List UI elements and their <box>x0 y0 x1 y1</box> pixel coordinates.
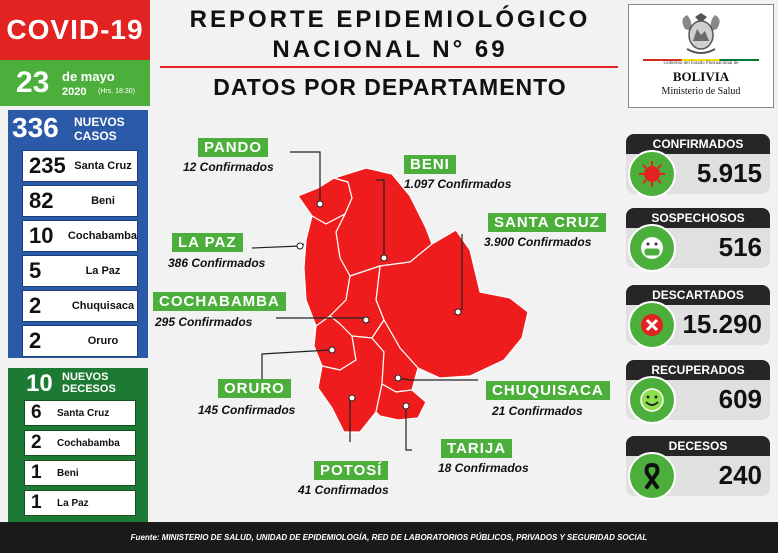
stat-body <box>626 456 770 496</box>
dept-label-chuquisaca: CHUQUISACA <box>486 381 610 400</box>
case-place: Chuquisaca <box>71 300 135 312</box>
dept-label-la-paz: LA PAZ <box>172 233 243 252</box>
date-day: 23 <box>16 66 50 99</box>
face-mask-icon <box>628 224 676 272</box>
virus-icon <box>628 150 676 198</box>
case-place: La Paz <box>85 265 121 277</box>
case-place: Cochabamba <box>67 230 137 242</box>
stat-value: 15.290 <box>682 309 762 339</box>
logo-small-text: Gobierno del Estado Plurinacional de <box>663 61 739 66</box>
report-subtitle: DATOS POR DEPARTAMENTO <box>213 74 567 100</box>
case-place: Oruro <box>87 335 119 347</box>
new-cases-label-1: NUEVOS <box>74 115 125 129</box>
stat-title: CONFIRMADOS <box>626 134 770 154</box>
dept-label-tarija: TARIJA <box>441 439 512 458</box>
dept-label-pando: PANDO <box>198 138 268 157</box>
stat-card-discarded <box>626 285 770 347</box>
dept-confirmed-pando: 12 Confirmados <box>183 160 274 174</box>
report-title-line2: NACIONAL N° 69 <box>272 36 508 63</box>
date-year: 2020 <box>62 86 87 98</box>
death-place: La Paz <box>57 497 89 509</box>
date-month: de mayo <box>62 69 115 84</box>
case-count: 235 <box>29 153 66 178</box>
new-cases-label-2: CASOS <box>74 129 117 143</box>
covid-badge: COVID-19 <box>0 0 150 60</box>
case-count: 2 <box>29 328 42 353</box>
death-count: 2 <box>31 432 42 453</box>
stat-body <box>626 228 770 268</box>
new-deaths-label-2: DECESOS <box>62 383 116 395</box>
stat-card-suspected <box>626 208 770 270</box>
death-count: 6 <box>31 402 42 423</box>
stat-card-recovered <box>626 360 770 422</box>
case-count: 2 <box>29 293 42 318</box>
stat-value: 5.915 <box>696 158 762 188</box>
smiley-icon <box>628 376 676 424</box>
dept-confirmed-beni: 1.097 Confirmados <box>404 177 512 191</box>
stat-title: SOSPECHOSOS <box>626 208 770 228</box>
stat-card-confirmed <box>626 134 770 196</box>
logo-country: BOLIVIA <box>672 69 730 84</box>
report-title-line1: REPORTE EPIDEMIOLÓGICO <box>189 6 591 33</box>
stat-value: 609 <box>718 384 762 414</box>
logo-ministry: Ministerio de Salud <box>661 86 741 97</box>
case-place: Beni <box>91 195 115 207</box>
stat-title: DECESOS <box>626 436 770 456</box>
dept-confirmed-santa-cruz: 3.900 Confirmados <box>484 235 592 249</box>
case-count: 10 <box>29 223 54 248</box>
death-count: 1 <box>31 492 42 513</box>
new-cases-total: 336 <box>12 112 59 143</box>
dept-confirmed-chuquisaca: 21 Confirmados <box>492 404 583 418</box>
source-footer: Fuente: MINISTERIO DE SALUD, UNIDAD DE EPIDEMIOLOGÍA, RED DE LABORATORIOS PÚBLICOS, PRIVADOS Y SEGURIDAD SOCIAL <box>0 522 778 553</box>
stat-title: RECUPERADOS <box>626 360 770 380</box>
cross-icon <box>628 301 676 349</box>
dept-confirmed-potosi: 41 Confirmados <box>298 483 389 497</box>
dept-confirmed-la-paz: 386 Confirmados <box>168 256 266 270</box>
death-place: Cochabamba <box>57 437 120 449</box>
stat-body <box>626 305 770 345</box>
dept-confirmed-cochabamba: 295 Confirmados <box>155 315 253 329</box>
stat-card-deaths <box>626 436 770 498</box>
date-time: (Hrs. 18:30) <box>98 88 135 95</box>
mourning-ribbon-icon <box>628 452 676 500</box>
dept-label-cochabamba: COCHABAMBA <box>153 292 286 311</box>
death-count: 1 <box>31 462 42 483</box>
case-count: 5 <box>29 258 42 283</box>
case-place: Santa Cruz <box>74 160 132 172</box>
stat-body <box>626 154 770 194</box>
new-deaths-label-1: NUEVOS <box>62 371 109 383</box>
dept-label-oruro: ORURO <box>218 379 291 398</box>
dept-label-potosi: POTOSÍ <box>314 461 388 480</box>
dept-label-beni: BENI <box>404 155 456 174</box>
dept-confirmed-oruro: 145 Confirmados <box>198 403 296 417</box>
stat-body <box>626 380 770 420</box>
dept-label-santa-cruz: SANTA CRUZ <box>488 213 606 232</box>
dept-confirmed-tarija: 18 Confirmados <box>438 461 529 475</box>
stat-title: DESCARTADOS <box>626 285 770 305</box>
stat-value: 516 <box>718 232 762 262</box>
case-count: 82 <box>29 188 54 213</box>
death-place: Santa Cruz <box>57 407 110 419</box>
death-place: Beni <box>57 467 79 479</box>
new-deaths-total: 10 <box>26 370 53 397</box>
stat-value: 240 <box>718 460 762 490</box>
